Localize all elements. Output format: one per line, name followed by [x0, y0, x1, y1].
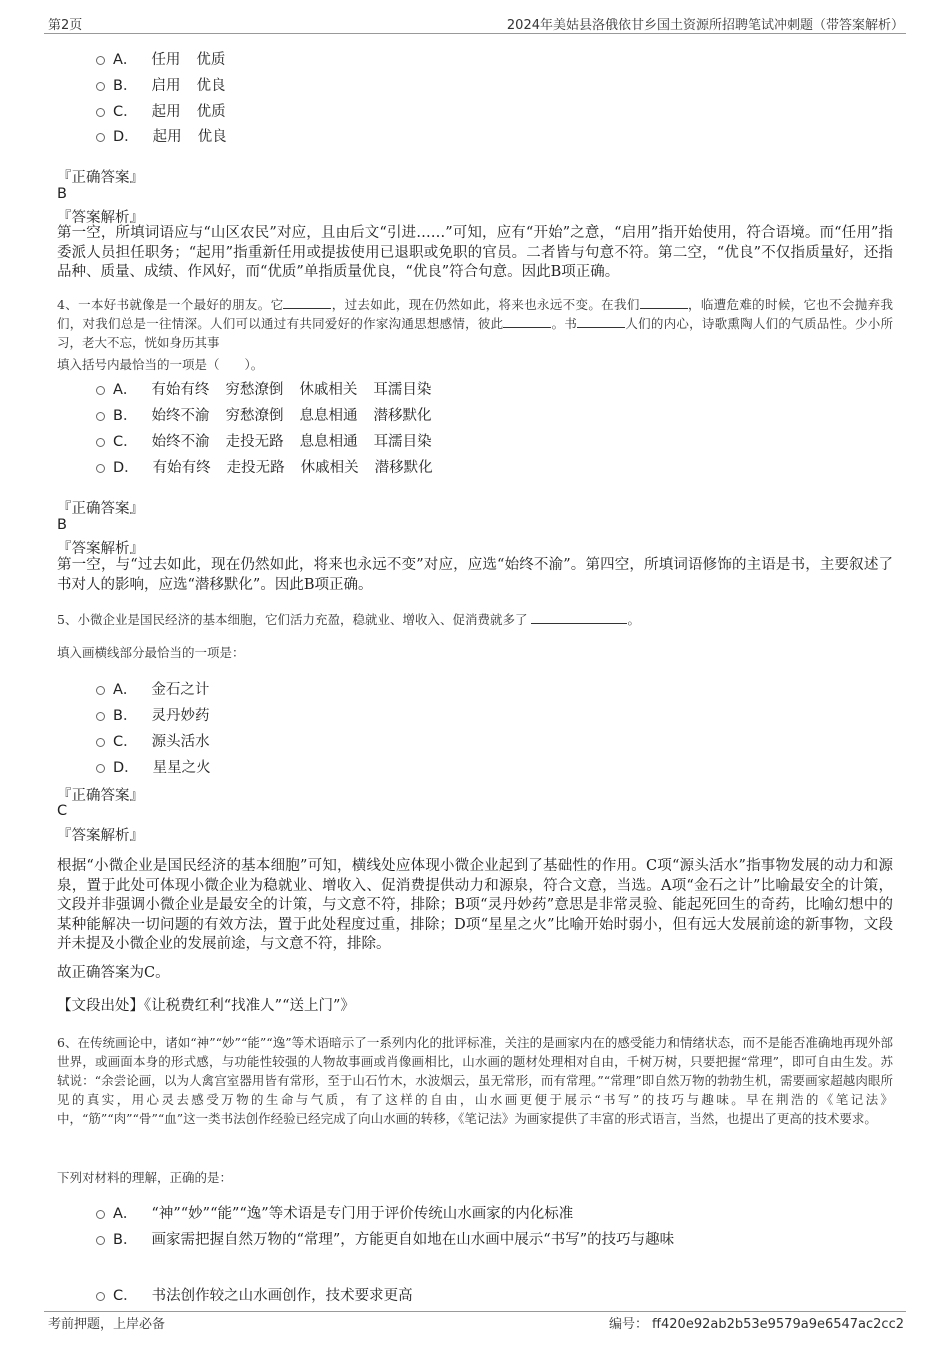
q5-option-a[interactable]: A． 金石之计 — [96, 678, 225, 699]
header-divider — [44, 33, 906, 34]
q3-answer: B — [57, 186, 67, 202]
q5-answer-label: 『正确答案』 — [57, 788, 144, 804]
q3-analysis-label: 『答案解析』 — [57, 210, 144, 226]
radio-icon[interactable] — [96, 1236, 105, 1245]
q3-option-c[interactable]: C． 起用 优质 — [96, 100, 242, 121]
radio-icon[interactable] — [96, 764, 105, 773]
q6-option-c[interactable]: C． 书法创作较之山水画创作，技术要求更高 — [96, 1284, 429, 1305]
q4-analysis-label: 『答案解析』 — [57, 541, 144, 557]
radio-icon[interactable] — [96, 412, 105, 421]
radio-icon[interactable] — [96, 1210, 105, 1219]
radio-icon[interactable] — [96, 56, 105, 65]
q4-analysis: 第一空，与“过去如此，现在仍然如此，将来也永远不变”对应，应选“始终不渝”。第四空，所填词语修饰的主语是书，主要叙述了书对人的影响，应选“潜移默化”。因此B项正确。 — [57, 557, 893, 593]
q6-stem: 6、在传统画论中，诸如“神”“妙”“能”“逸”等术语暗示了一系列内化的批评标准，关注的是画家内在的感受能力和情绪状态，而不是能否准确地再现外部世界，或画面本身的形式感，与功能性较强的人物故事画或肖像画相比，山水画的题材处理相对自由，千树万树，只要把握“常理”，即可自由生发。苏轼说：“余尝论画，以为人禽宫室器用皆有常形，至于山石竹木，水波烟云，虽无常形，而有常理。”“常理”即自然万物的勃勃生机，需要画家超越肉眼所见的真实，用心灵去感受万物的生命与气质，有了这样的自由，山水画更便于展示“书写”的技巧与趣味。早在荆浩的《笔记法》中，“筋”“肉”“骨”“血”这一类书法创作经验已经完成了向山水画的转移，《笔记法》为画家提供了丰富的形式语言，当然，也提出了更高的技术要求。 — [57, 1035, 893, 1126]
q4-stem: 4、一本好书就像是一个最好的朋友。它 ，过去如此，现在仍然如此，将来也永远不变。在我们 ，临遭危难的时候，它也不会抛弃我们，对我们总是一往情深。人们可以通过有共同爱好的作家沟通思想感情，彼此 。书 人们的内心，诗歌熏陶人们的气质品性。少小所习，老大不忘，恍如身历其事 — [57, 297, 893, 350]
q3-option-b[interactable]: B． 启用 优良 — [96, 74, 241, 95]
document-title: 2024年美姑县洛俄依甘乡国土资源所招聘笔试冲刺题（带答案解析） — [506, 18, 904, 33]
q5-stem: 5、小微企业是国民经济的基本细胞，它们活力充盈，稳就业、增收入、促消费就多了 。 — [57, 612, 640, 627]
q5-option-d[interactable]: D． 星星之火 — [96, 756, 227, 777]
q6-prompt: 下列对材料的理解，正确的是： — [57, 1170, 233, 1185]
q5-conclusion: 故正确答案为C。 — [57, 965, 170, 981]
q4-answer: B — [57, 517, 67, 533]
q3-option-d[interactable]: D． 起用 优良 — [96, 125, 243, 146]
q4-option-c[interactable]: C． 始终不渝 走投无路 息息相通 耳濡目染 — [96, 430, 448, 451]
radio-icon[interactable] — [96, 108, 105, 117]
q4-answer-label: 『正确答案』 — [57, 501, 144, 517]
document-code: 编号： ff420e92ab2b53e9579a9e6547ac2cc2 — [609, 1317, 904, 1332]
q5-option-b[interactable]: B． 灵丹妙药 — [96, 704, 225, 725]
footer-slogan: 考前押题，上岸必备 — [48, 1317, 166, 1332]
radio-icon[interactable] — [96, 712, 105, 721]
q4-option-d[interactable]: D． 有始有终 走投无路 休戚相关 潜移默化 — [96, 456, 449, 477]
radio-icon[interactable] — [96, 464, 105, 473]
q4-prompt: 填入括号内最恰当的一项是（ ）。 — [57, 357, 264, 372]
q6-option-b[interactable]: B． 画家需把握自然万物的“常理”，方能更自如地在山水画中展示“书写”的技巧与趣味 — [96, 1228, 690, 1249]
radio-icon[interactable] — [96, 82, 105, 91]
q3-analysis: 第一空，所填词语应与“山区农民”对应，且由后文“引进……”可知，应有“开始”之意，“启用”指开始使用，符合语境。而“任用”指委派人员担任职务；“起用”指重新任用或提拔使用已退职或免职的官员。二者皆与句意不符。第二空，“优良”不仅指质量好，还指品种、质量、成绩、作风好，而“优质”单指质量优良，“优良”符合句意。因此B项正确。 — [57, 225, 893, 280]
page-number: 第2页 — [48, 18, 83, 33]
radio-icon[interactable] — [96, 1292, 105, 1301]
radio-icon[interactable] — [96, 686, 105, 695]
q6-option-a[interactable]: A． “神”“妙”“能”“逸”等术语是专门用于评价传统山水画家的内化标准 — [96, 1202, 589, 1223]
radio-icon[interactable] — [96, 386, 105, 395]
radio-icon[interactable] — [96, 438, 105, 447]
footer-divider — [44, 1311, 906, 1312]
radio-icon[interactable] — [96, 133, 105, 142]
q5-analysis-label: 『答案解析』 — [57, 828, 144, 844]
q5-answer: C — [57, 803, 68, 819]
q5-source: 【文段出处】《让税费红利“找准人”“送上门”》 — [57, 998, 355, 1014]
q5-analysis: 根据“小微企业是国民经济的基本细胞”可知，横线处应体现小微企业起到了基础性的作用。C项“源头活水”指事物发展的动力和源泉，置于此处可体现小微企业为稳就业、增收入、促消费提供动力和源泉，符合文意，当选。A项“金石之计”比喻最安全的计策，文段并非强调小微企业是最安全的计策，与文意不符，排除；B项“灵丹妙药”意思是非常灵验、能起死回生的奇药，比喻幻想中的某种能解决一切问题的有效方法，置于此处程度过重，排除；D项“星星之火”比喻开始时弱小，但有远大发展前途的新事物，文段并未提及小微企业的发展前途，与文意不符，排除。 — [57, 858, 893, 952]
q4-option-b[interactable]: B． 始终不渝 穷愁潦倒 息息相通 潜移默化 — [96, 404, 447, 425]
q5-option-c[interactable]: C． 源头活水 — [96, 730, 226, 751]
q5-prompt: 填入画横线部分最恰当的一项是： — [57, 645, 245, 660]
q3-option-a[interactable]: A． 任用 优质 — [96, 48, 241, 69]
q3-answer-label: 『正确答案』 — [57, 170, 144, 186]
q4-option-a[interactable]: A． 有始有终 穷愁潦倒 休戚相关 耳濡目染 — [96, 378, 447, 399]
radio-icon[interactable] — [96, 738, 105, 747]
